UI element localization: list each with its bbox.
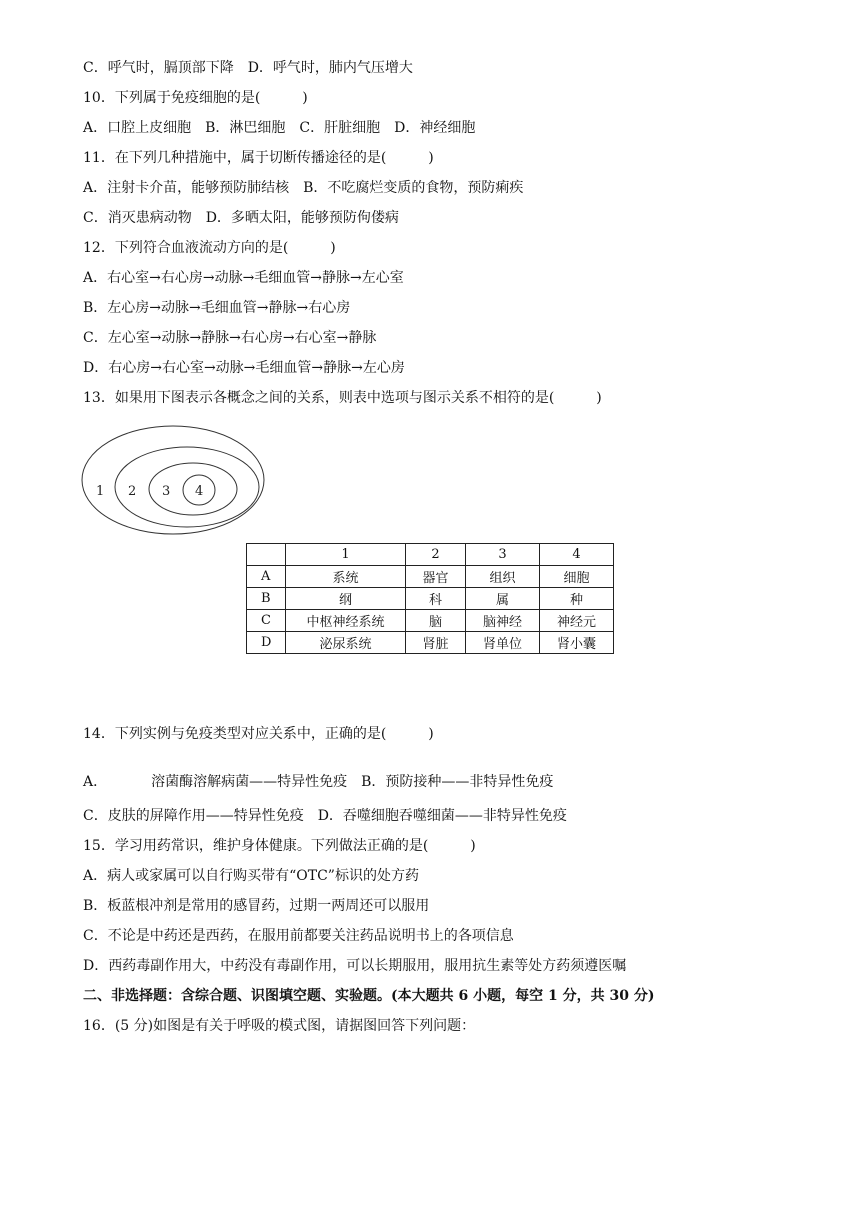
question-12-option-a: A．右心室→右心房→动脉→毛细血管→静脉→左心室	[83, 270, 404, 286]
concept-table	[246, 543, 614, 654]
table-cell: 组织	[466, 566, 540, 588]
table-row	[247, 588, 614, 610]
table-cell: 肾单位	[466, 632, 540, 654]
table-cell: 系统	[286, 566, 406, 588]
concept-nesting-diagram	[80, 423, 270, 538]
table-cell: 中枢神经系统	[286, 610, 406, 632]
question-12-option-c: C．左心室→动脉→静脉→右心房→右心室→静脉	[83, 330, 377, 346]
table-header-cell	[247, 544, 286, 566]
question-10-options: A．口腔上皮细胞 B．淋巴细胞 C．肝脏细胞 D．神经细胞	[83, 120, 476, 136]
q9-option-c: C．呼气时，膈顶部下降 D．呼气时，肺内气压增大	[83, 60, 413, 76]
table-cell: 属	[466, 588, 540, 610]
question-12-option-b: B．左心房→动脉→毛细血管→静脉→右心房	[83, 300, 351, 316]
table-cell: 脑神经	[466, 610, 540, 632]
question-15-option-b: B．板蓝根冲剂是常用的感冒药，过期一两周还可以服用	[83, 898, 430, 914]
question-15-option-c: C．不论是中药还是西药，在服用前都要关注药品说明书上的各项信息	[83, 928, 514, 944]
question-15-option-d: D．西药毒副作用大，中药没有毒副作用，可以长期服用，服用抗生素等处方药须遵医嘱	[83, 958, 627, 974]
question-11-options-cd: C．消灭患病动物 D．多晒太阳，能够预防佝偻病	[83, 210, 399, 226]
option-a-text: 溶菌酶溶解病菌——特异性免疫 B．预防接种——非特异性免疫	[151, 774, 554, 790]
diagram-label-2: 2	[128, 484, 137, 499]
table-header-cell: 3	[466, 544, 540, 566]
question-12: 12．下列符合血液流动方向的是( )	[83, 240, 336, 256]
diagram-label-4: 4	[195, 484, 204, 499]
table-cell: 科	[406, 588, 466, 610]
table-cell: B	[247, 588, 286, 610]
table-header-cell: 1	[286, 544, 406, 566]
table-cell: C	[247, 610, 286, 632]
section-2-heading: 二、非选择题：含综合题、识图填空题、实验题。(本大题共 6 小题，每空 1 分，共 30 分)	[83, 988, 655, 1004]
question-11-options-ab: A．注射卡介苗，能够预防肺结核 B．不吃腐烂变质的食物，预防痢疾	[83, 180, 524, 196]
table-header-cell: 4	[540, 544, 614, 566]
option-a-prefix: A．	[83, 774, 108, 790]
table-cell: 脑	[406, 610, 466, 632]
table-header-cell: 2	[406, 544, 466, 566]
table-row	[247, 610, 614, 632]
question-14-options-cd: C．皮肤的屏障作用——特异性免疫 D．吞噬细胞吞噬细菌——非特异性免疫	[83, 808, 567, 824]
diagram-label-3: 3	[162, 484, 171, 499]
table-cell: A	[247, 566, 286, 588]
question-11: 11．在下列几种措施中，属于切断传播途径的是( )	[83, 150, 434, 166]
table-cell: 种	[540, 588, 614, 610]
table-header-row	[247, 544, 614, 566]
question-15-option-a: A．病人或家属可以自行购买带有“OTC”标识的处方药	[83, 868, 419, 884]
question-15: 15．学习用药常识，维护身体健康。下列做法正确的是( )	[83, 838, 476, 854]
table-cell: 器官	[406, 566, 466, 588]
question-10: 10．下列属于免疫细胞的是( )	[83, 90, 308, 106]
table-cell: 泌尿系统	[286, 632, 406, 654]
diagram-label-1: 1	[96, 484, 105, 499]
table-cell: D	[247, 632, 286, 654]
table-cell: 神经元	[540, 610, 614, 632]
ellipse-1	[82, 426, 264, 534]
table-row	[247, 632, 614, 654]
question-14-options-ab	[83, 772, 553, 792]
table-cell: 纲	[286, 588, 406, 610]
question-14: 14．下列实例与免疫类型对应关系中，正确的是( )	[83, 726, 434, 742]
question-16: 16．(5 分)如图是有关于呼吸的模式图，请据图回答下列问题：	[83, 1018, 476, 1034]
question-13: 13．如果用下图表示各概念之间的关系，则表中选项与图示关系不相符的是( )	[83, 390, 602, 406]
question-12-option-d: D．右心房→右心室→动脉→毛细血管→静脉→左心房	[83, 360, 405, 376]
table-row	[247, 566, 614, 588]
table-cell: 细胞	[540, 566, 614, 588]
table-cell: 肾脏	[406, 632, 466, 654]
table-cell: 肾小囊	[540, 632, 614, 654]
